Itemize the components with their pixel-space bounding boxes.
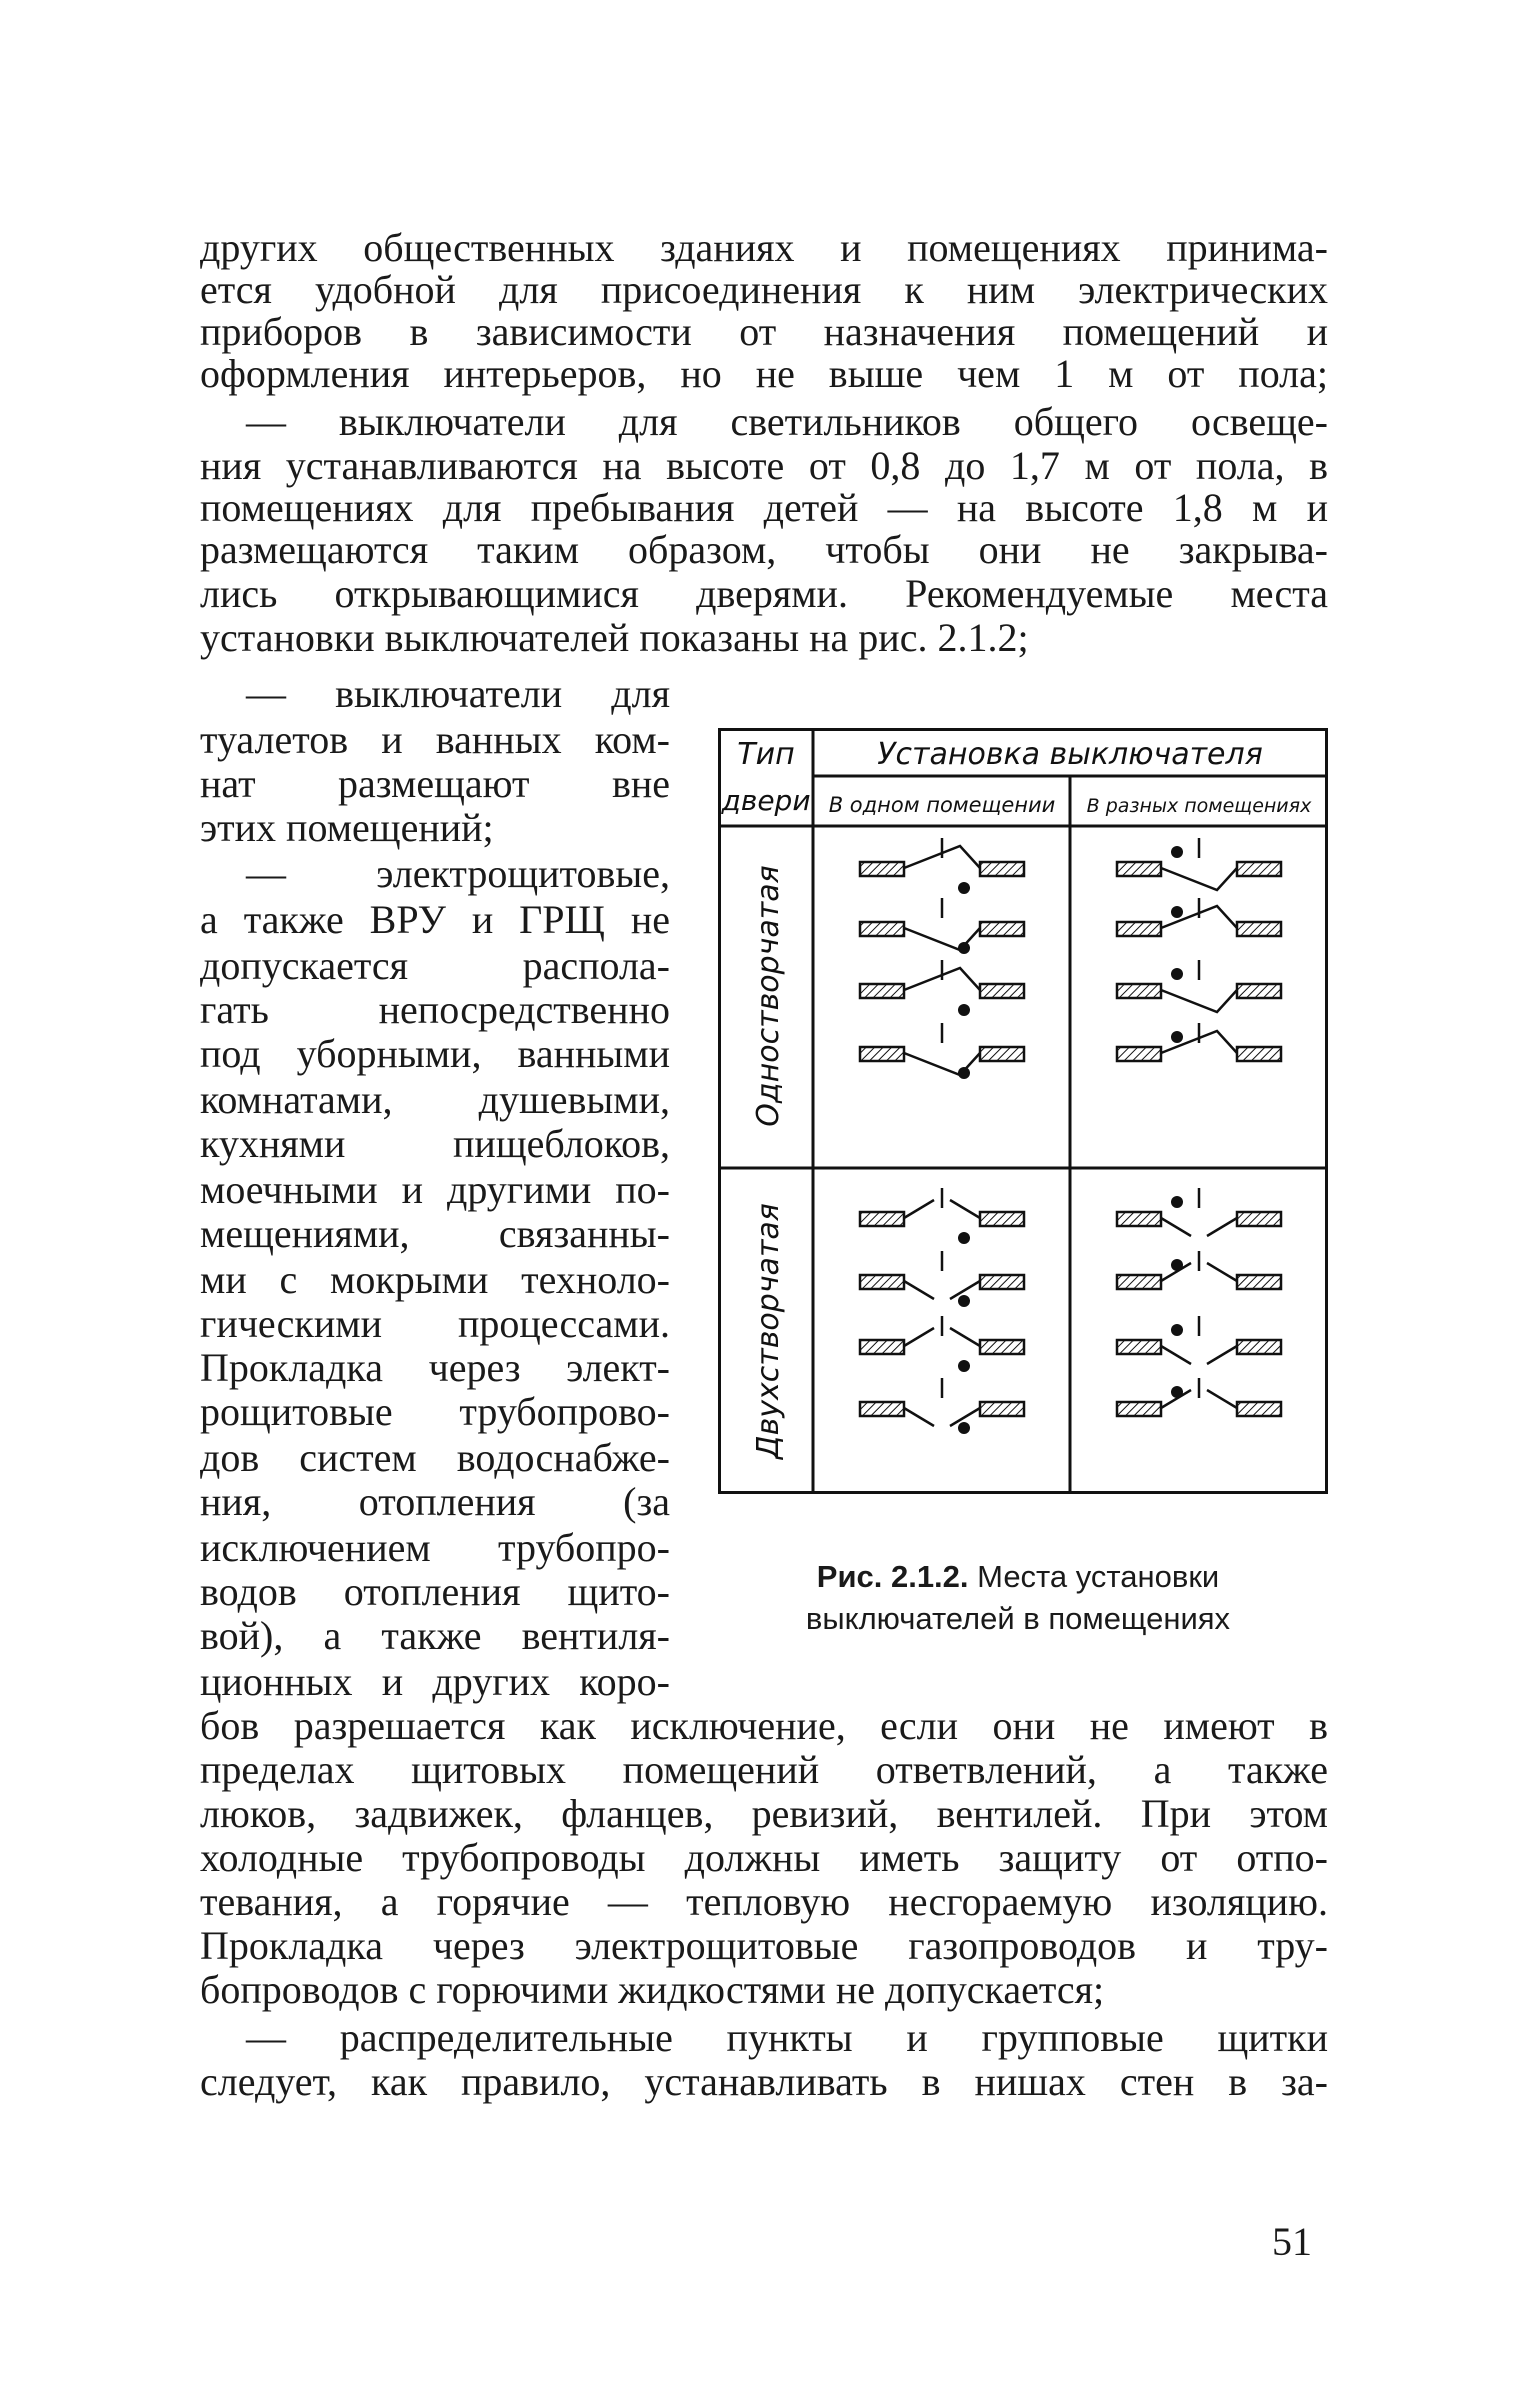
wall-segment xyxy=(1117,1340,1161,1354)
door-leaf xyxy=(904,1328,934,1346)
wall-segment xyxy=(860,862,904,876)
wall-segment xyxy=(980,1340,1024,1354)
page-number: 51 xyxy=(1272,2219,1312,2264)
diff-rooms-header: В разных помещениях xyxy=(1086,795,1312,817)
text-line: других общественных зданиях и помещениях принима- xyxy=(200,225,1328,270)
text-line: Прокладка через элект- xyxy=(200,1345,670,1390)
text-line: кухнями пищеблоков, xyxy=(200,1121,670,1166)
wall-segment xyxy=(1237,984,1281,998)
text-line: тевания, а горячие — тепловую несгораемую изоляцию. xyxy=(200,1879,1328,1924)
text-line: размещаются таким образом, чтобы они не закрыва- xyxy=(200,527,1328,572)
door-leaf xyxy=(1161,990,1237,1012)
type-header-1: Тип xyxy=(737,737,795,772)
door-leaf xyxy=(904,1281,934,1299)
same-room-header: В одном помещении xyxy=(828,793,1056,817)
wall-segment xyxy=(860,1402,904,1416)
caption-text: Места установки xyxy=(968,1559,1220,1594)
text-line: ния устанавливаются на высоте от 0,8 до 1,7 м от пола, в xyxy=(200,443,1328,488)
wall-segment xyxy=(1117,862,1161,876)
text-line: рощитовые трубопрово- xyxy=(200,1389,670,1434)
wall-segment xyxy=(1117,1047,1161,1061)
wall-segment xyxy=(860,922,904,936)
text-line: а также ВРУ и ГРЩ не xyxy=(200,897,670,942)
switch-dot xyxy=(958,1295,970,1307)
text-line: — выключатели для xyxy=(246,671,670,716)
text-line: гать непосредственно xyxy=(200,987,670,1032)
wall-segment xyxy=(980,922,1024,936)
text-line: исключением трубопро- xyxy=(200,1525,670,1570)
text-line: приборов в зависимости от назначения помещений и xyxy=(200,309,1328,354)
switch-placement-figure xyxy=(718,728,1328,1496)
text-line: холодные трубопроводы должны иметь защиту от отпо- xyxy=(200,1835,1328,1880)
switch-dot xyxy=(958,1232,970,1244)
wall-segment xyxy=(980,1212,1024,1226)
switch-dot xyxy=(958,1004,970,1016)
wall-segment xyxy=(1117,1402,1161,1416)
wall-segment xyxy=(1237,1212,1281,1226)
door-leaf xyxy=(950,1200,980,1218)
type-header-2: двери xyxy=(721,784,811,817)
switch-dot xyxy=(1171,906,1183,918)
door-leaf xyxy=(1161,1346,1191,1364)
wall-segment xyxy=(860,1275,904,1289)
wall-segment xyxy=(1237,1402,1281,1416)
switch-dot xyxy=(1171,1196,1183,1208)
text-line: — распределительные пункты и групповые щитки xyxy=(246,2015,1328,2060)
switch-dot xyxy=(958,882,970,894)
switch-dot xyxy=(958,1422,970,1434)
text-line: туалетов и ванных ком- xyxy=(200,717,670,762)
text-line: вой), а также вентиля- xyxy=(200,1613,670,1658)
wall-segment xyxy=(980,862,1024,876)
wall-segment xyxy=(980,1047,1024,1061)
wall-segment xyxy=(1237,922,1281,936)
door-leaf xyxy=(1207,1346,1237,1364)
wall-segment xyxy=(860,984,904,998)
install-header: Установка выключателя xyxy=(877,737,1263,772)
wall-segment xyxy=(980,1275,1024,1289)
switch-dot xyxy=(1171,1386,1183,1398)
switch-dot xyxy=(1171,1324,1183,1336)
text-line: лись открывающимися дверями. Рекомендуемые места xyxy=(200,571,1328,616)
text-line: этих помещений; xyxy=(200,805,494,850)
single-leaf-label: Одностворчатая xyxy=(751,865,786,1127)
figure-caption-line1 xyxy=(738,1556,1298,1598)
text-line: люков, задвижек, фланцев, ревизий, вентилей. При этом xyxy=(200,1791,1328,1836)
text-line: помещениях для пребывания детей — на высоте 1,8 м и xyxy=(200,485,1328,530)
text-line: Прокладка через электрощитовые газопроводов и тру- xyxy=(200,1923,1328,1968)
text-line: установки выключателей показаны на рис. 2.1.2; xyxy=(200,615,1029,660)
switch-dot xyxy=(1171,1031,1183,1043)
text-line: гическими процессами. xyxy=(200,1301,670,1346)
text-line: комнатами, душевыми, xyxy=(200,1077,670,1122)
text-line: ционных и других коро- xyxy=(200,1659,670,1704)
wall-segment xyxy=(1117,922,1161,936)
door-leaf xyxy=(1161,868,1237,890)
door-leaf xyxy=(1207,1390,1237,1408)
figure-number: Рис. 2.1.2. xyxy=(816,1559,969,1594)
door-leaf xyxy=(904,1408,934,1426)
switch-dot xyxy=(1171,1259,1183,1271)
text-line: допускается распола- xyxy=(200,943,670,988)
wall-segment xyxy=(1237,862,1281,876)
door-leaf xyxy=(950,1328,980,1346)
wall-segment xyxy=(1237,1340,1281,1354)
text-line: бопроводов с горючими жидкостями не допускается; xyxy=(200,1967,1105,2012)
door-leaf xyxy=(1161,1218,1191,1236)
switch-dot xyxy=(1171,846,1183,858)
switch-dot xyxy=(958,942,970,954)
switch-dot xyxy=(1171,968,1183,980)
text-line: — выключатели для светильников общего освеще- xyxy=(246,399,1328,444)
wall-segment xyxy=(980,984,1024,998)
figure-caption-line2: выключателей в помещениях xyxy=(805,1601,1231,1636)
text-line: под уборными, ванными xyxy=(200,1031,670,1076)
door-leaf xyxy=(904,1200,934,1218)
switch-dot xyxy=(958,1360,970,1372)
wall-segment xyxy=(860,1212,904,1226)
text-line: пределах щитовых помещений ответвлений, а также xyxy=(200,1747,1328,1792)
text-line: ется удобной для присоединения к ним электрических xyxy=(200,267,1328,312)
wall-segment xyxy=(860,1047,904,1061)
text-line: бов разрешается как исключение, если они не имеют в xyxy=(200,1703,1328,1748)
wall-segment xyxy=(1117,1275,1161,1289)
text-line: дов систем водоснабже- xyxy=(200,1435,670,1480)
switch-dot xyxy=(958,1067,970,1079)
door-leaf xyxy=(1207,1263,1237,1281)
wall-segment xyxy=(980,1402,1024,1416)
text-line: водов отопления щито- xyxy=(200,1569,670,1614)
text-line: моечными и другими по- xyxy=(200,1167,670,1212)
text-line: мещениями, связанны- xyxy=(200,1211,670,1256)
wall-segment xyxy=(860,1340,904,1354)
wall-segment xyxy=(1237,1047,1281,1061)
text-line: нат размещают вне xyxy=(200,761,670,806)
text-line: следует, как правило, устанавливать в нишах стен в за- xyxy=(200,2059,1328,2104)
wall-segment xyxy=(1117,984,1161,998)
text-line: ми с мокрыми техноло- xyxy=(200,1257,670,1302)
wall-segment xyxy=(1237,1275,1281,1289)
double-leaf-label: Двухстворчатая xyxy=(751,1203,786,1459)
text-line: ния, отопления (за xyxy=(200,1479,670,1524)
wall-segment xyxy=(1117,1212,1161,1226)
text-line: оформления интерьеров, но не выше чем 1 м от пола; xyxy=(200,351,1328,396)
door-leaf xyxy=(1207,1218,1237,1236)
text-line: — электрощитовые, xyxy=(246,851,670,896)
